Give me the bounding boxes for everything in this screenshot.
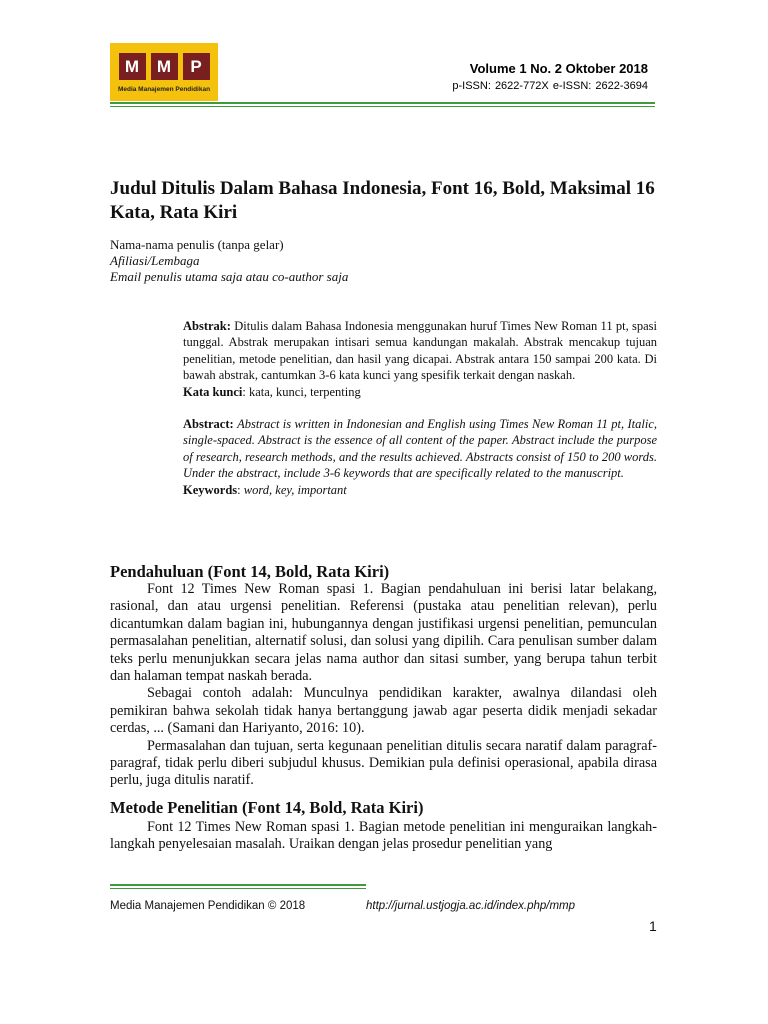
- logo-letter-p: P: [183, 53, 210, 80]
- footer-copyright: Media Manajemen Pendidikan © 2018: [110, 900, 306, 912]
- abstrak-text: Ditulis dalam Bahasa Indonesia menggunakan huruf Times New Roman 11 pt, spasi tunggal. Abstrak merupakan intisari semua kandungan makalah. Abstrak mencakup tujuan penelitian, metode penelitian, dan hasil yang dicapai. Abstrak antara 150 sampai 200 kata. Di bawah abstrak, cantumkan 3-6 kata kunci yang spesifik terkait dengan naskah.: [183, 319, 658, 383]
- keywords-text: word, key, important: [243, 482, 347, 497]
- section-body-pendahuluan: [110, 581, 657, 790]
- page-number: 1: [649, 918, 657, 934]
- author-email: Email penulis utama saja atau co-author saja: [110, 269, 349, 284]
- body-paragraph: Font 12 Times New Roman spasi 1. Bagian pendahuluan ini berisi latar belakang, rasional, dan atau urgensi penelitian. Referensi (pustaka atau penelitian relevan), perlu dicantumkan dalam bagian ini, hubungannya dengan justifikasi urgensi penelitian, pemunculan permasalahan penelitian, alternatif solusi, dan solusi yang dipilih. Cara penulisan sumber dalam teks perlu menunjukkan secara jelas nama author dan sitasi sumber, yang berupa tahun terbit dan halaman tempat naskah berada.: [110, 581, 657, 685]
- footer-url: http://jurnal.ustjogja.ac.id/index.php/mmp: [366, 900, 576, 912]
- journal-logo: [110, 43, 218, 101]
- footer-rule: [110, 884, 366, 886]
- kata-kunci-label: Kata kunci: [183, 384, 243, 399]
- header-rule-thin: [110, 106, 655, 107]
- abstrak-paragraph: [183, 318, 657, 384]
- abstract-paragraph: [183, 416, 657, 482]
- author-affiliation: Afiliasi/Lembaga: [110, 253, 200, 268]
- volume-info: Volume 1 No. 2 Oktober 2018: [469, 61, 648, 76]
- abstrak-label: Abstrak:: [183, 319, 231, 333]
- kata-kunci-line: [183, 384, 657, 400]
- issn-info: p-ISSN: 2622-772X e-ISSN: 2622-3694: [452, 80, 648, 92]
- section-body-metode: [110, 819, 657, 854]
- logo-subtitle: Media Manajemen Pendidikan: [117, 86, 211, 93]
- header-rule: [110, 102, 655, 104]
- author-block: [110, 237, 348, 285]
- keywords-label: Keywords: [183, 482, 238, 497]
- section-heading-pendahuluan: Pendahuluan (Font 14, Bold, Rata Kiri): [110, 562, 390, 581]
- abstract-block: [183, 318, 657, 498]
- logo-letter-m1: M: [119, 53, 146, 80]
- section-heading-metode: Metode Penelitian (Font 14, Bold, Rata Kiri): [110, 798, 424, 817]
- author-names: Nama-nama penulis (tanpa gelar): [110, 237, 284, 252]
- keywords-line: Keywords: word, key, important: [183, 482, 347, 497]
- abstract-label: Abstract:: [183, 417, 234, 432]
- footer-rule-thin: [110, 888, 366, 889]
- body-paragraph: Font 12 Times New Roman spasi 1. Bagian metode penelitian ini menguraikan langkah-langkah penyelesaian masalah. Uraikan dengan jelas prosedur penelitian yang: [110, 819, 657, 853]
- body-paragraph: Sebagai contoh adalah: Munculnya pendidikan karakter, awalnya dilandasi oleh pemikiran bahwa sekolah tidak hanya bertanggung jawab agar peserta didik menjadi sekadar cerdas, ... (Samani dan Hariyanto, 2016: 10).: [110, 685, 657, 737]
- logo-letters: [110, 53, 218, 80]
- body-paragraph: Permasalahan dan tujuan, serta kegunaan penelitian ditulis secara naratif dalam paragraf-paragraf, tidak perlu diberi subjudul khusus. Demikian pula definisi operasional, apabila dirasa perlu, juga ditulis naratif.: [110, 737, 657, 789]
- abstract-text: Abstract is written in Indonesian and English using Times New Roman 11 pt, Italic, single-spaced. Abstract is the essence of all content of the paper. Abstract include the purpose of research, research methods, and the results achieved. Abstracts consist of 150 to 200 words. Under the abstract, include 3-6 keywords that are specifically related to the manuscript.: [183, 417, 658, 481]
- paper-title: Judul Ditulis Dalam Bahasa Indonesia, Font 16, Bold, Maksimal 16 Kata, Rata Kiri: [110, 178, 655, 223]
- kata-kunci-text: : kata, kunci, terpenting: [242, 384, 361, 399]
- logo-letter-m2: M: [151, 53, 178, 80]
